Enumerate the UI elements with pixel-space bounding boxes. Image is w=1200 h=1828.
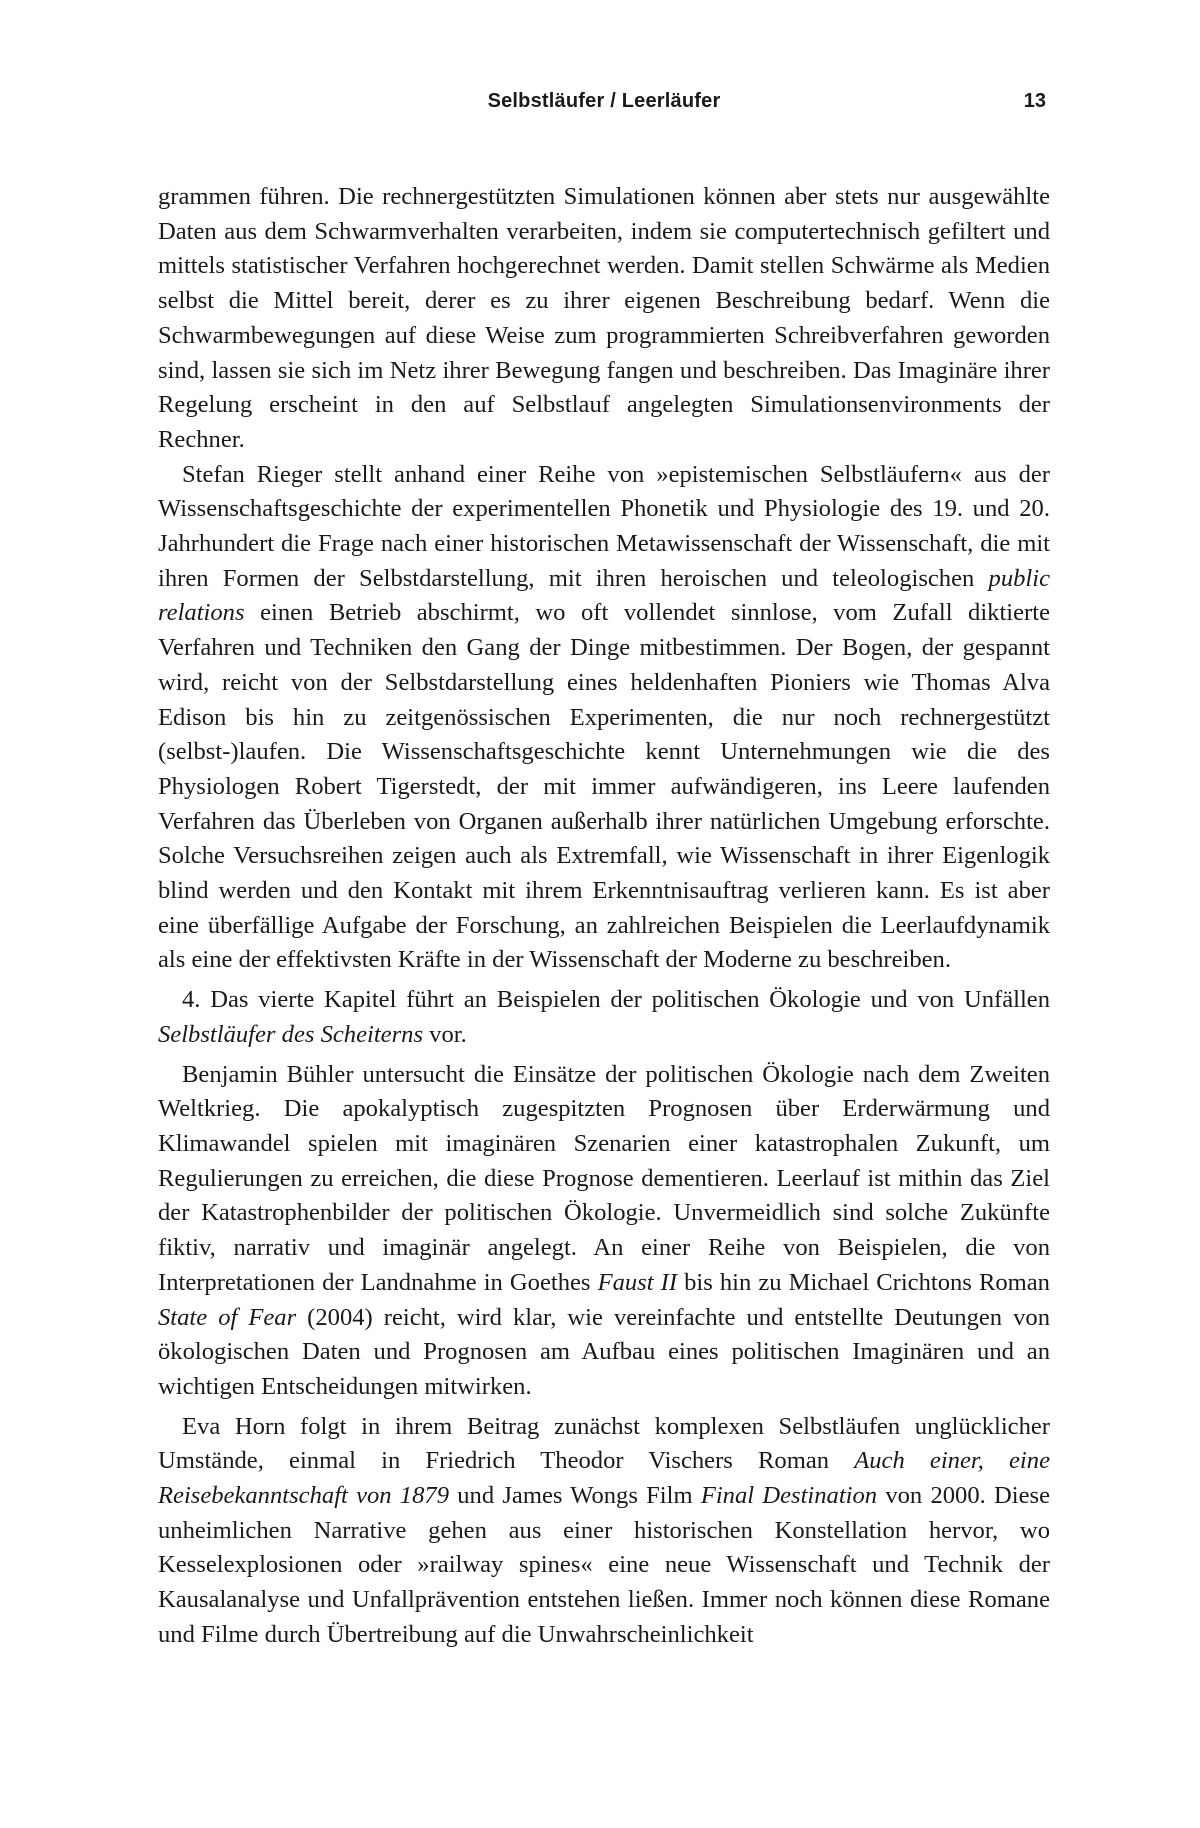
paragraph: [158, 983, 1050, 1052]
body-text: [158, 180, 1050, 1653]
paragraph: [158, 1058, 1050, 1405]
paragraph: [158, 180, 1050, 458]
running-title: Selbstläufer / Leerläufer: [487, 90, 721, 112]
italic-phrase: Selbstläufer des Scheiterns: [158, 1020, 424, 1048]
text-run: Stefan Rieger stellt anhand einer Reihe von »epistemischen Selbstläufern« aus der Wissenschaftsgeschichte der experimentellen Phonetik und Physiologie des 19. und 20. Jahrhundert die Frage nach einer historischen Metawissenschaft der Wissenschaft, die mit ihren Formen der Selbstdarstellung, mit ihren heroischen und teleologischen: [158, 460, 1050, 592]
text-run: einen Betrieb abschirmt, wo oft vollendet sinnlose, vom Zufall diktierte Verfahren und Techniken den Gang der Dinge mitbestimmen. Der Bogen, der gespannt wird, reicht von der Selbstdarstellung eines heldenhaften Pioniers wie Thomas Alva Edison bis hin zu zeitgenössischen Experimenten, die nur noch rechnergestützt (selbst-)laufen. Die Wissenschaftsgeschichte kennt Unternehmungen wie die des Physiologen Robert Tigerstedt, der mit immer aufwändigeren, ins Leere laufenden Verfahren das Überleben von Organen außerhalb ihrer natürlichen Umgebung erforschte. Solche Versuchsreihen zeigen auch als Extremfall, wie Wissenschaft in ihrer Eigenlogik blind werden und den Kontakt mit ihrem Erkenntnisauftrag verlieren kann. Es ist aber eine überfällige Aufgabe der Forschung, an zahlreichen Beispielen die Leerlaufdynamik als eine der effektivsten Kräfte in der Wissenschaft der Moderne zu beschreiben.: [158, 599, 1050, 974]
text-run: vor.: [423, 1020, 467, 1048]
text-run: Benjamin Bühler untersucht die Einsätze der politischen Ökologie nach dem Zweiten Weltkrieg. Die apokalyptisch zugespitzten Prognosen über Erderwärmung und Klimawandel spielen mit imaginären Szenarien einer katastrophalen Zukunft, um Regulierungen zu erreichen, die diese Prognose dementieren. Leerlauf ist mithin das Ziel der Katastrophenbilder der politischen Ökologie. Unvermeidlich sind solche Zukünfte fiktiv, narrativ und imaginär angelegt. An einer Reihe von Beispielen, die von Interpretationen der Landnahme in Goethes: [158, 1060, 1050, 1296]
italic-phrase: Auch einer, eine Reisebekanntschaft von 1879: [158, 1447, 1050, 1510]
text-run: und James Wongs Film: [449, 1482, 701, 1510]
text-run: 4. Das vierte Kapitel führt an Beispielen der politischen Ökologie und von Unfällen: [182, 986, 1050, 1014]
paragraph: [158, 1410, 1050, 1653]
running-header: [158, 90, 1050, 122]
page-number: 13: [1023, 90, 1046, 112]
text-run: (2004) reicht, wird klar, wie vereinfachte und entstellte Deutungen von ökologischen Daten und Prognosen am Aufbau eines politischen Imaginären und an wichtigen Entscheidungen mitwirken.: [158, 1303, 1050, 1400]
paragraph: [158, 458, 1050, 979]
italic-phrase: State of Fear: [158, 1303, 297, 1331]
italic-phrase: public relations: [158, 564, 1050, 627]
italic-phrase: Faust II: [597, 1268, 678, 1296]
italic-phrase: Final Destination: [700, 1482, 878, 1510]
text-run: von 2000. Diese unheimlichen Narrative gehen aus einer historischen Konstellation hervor, wo Kesselexplosionen oder »railway spines« eine neue Wissenschaft und Technik der Kausalanalyse und Unfallprävention entstehen ließen. Immer noch können diese Romane und Filme durch Übertreibung auf die Unwahrscheinlichkeit: [158, 1482, 1050, 1648]
text-run: Eva Horn folgt in ihrem Beitrag zunächst komplexen Selbstläufen unglücklicher Umstände, einmal in Friedrich Theodor Vischers Roman: [158, 1412, 1050, 1475]
text-run: grammen führen. Die rechnergestützten Simulationen können aber stets nur ausgewählte Daten aus dem Schwarmverhalten verarbeiten, indem sie computertechnisch gefiltert und mittels statistischer Verfahren hochgerechnet werden. Damit stellen Schwärme als Medien selbst die Mittel bereit, derer es zu ihrer eigenen Beschreibung bedarf. Wenn die Schwarmbewegungen auf diese Weise zum programmierten Schreibverfahren geworden sind, lassen sie sich im Netz ihrer Bewegung fangen und beschreiben. Das Imaginäre ihrer Regelung erscheint in den auf Selbstlauf angelegten Simulationsenvironments der Rechner.: [158, 183, 1050, 453]
text-run: bis hin zu Michael Crichtons Roman: [677, 1268, 1050, 1296]
